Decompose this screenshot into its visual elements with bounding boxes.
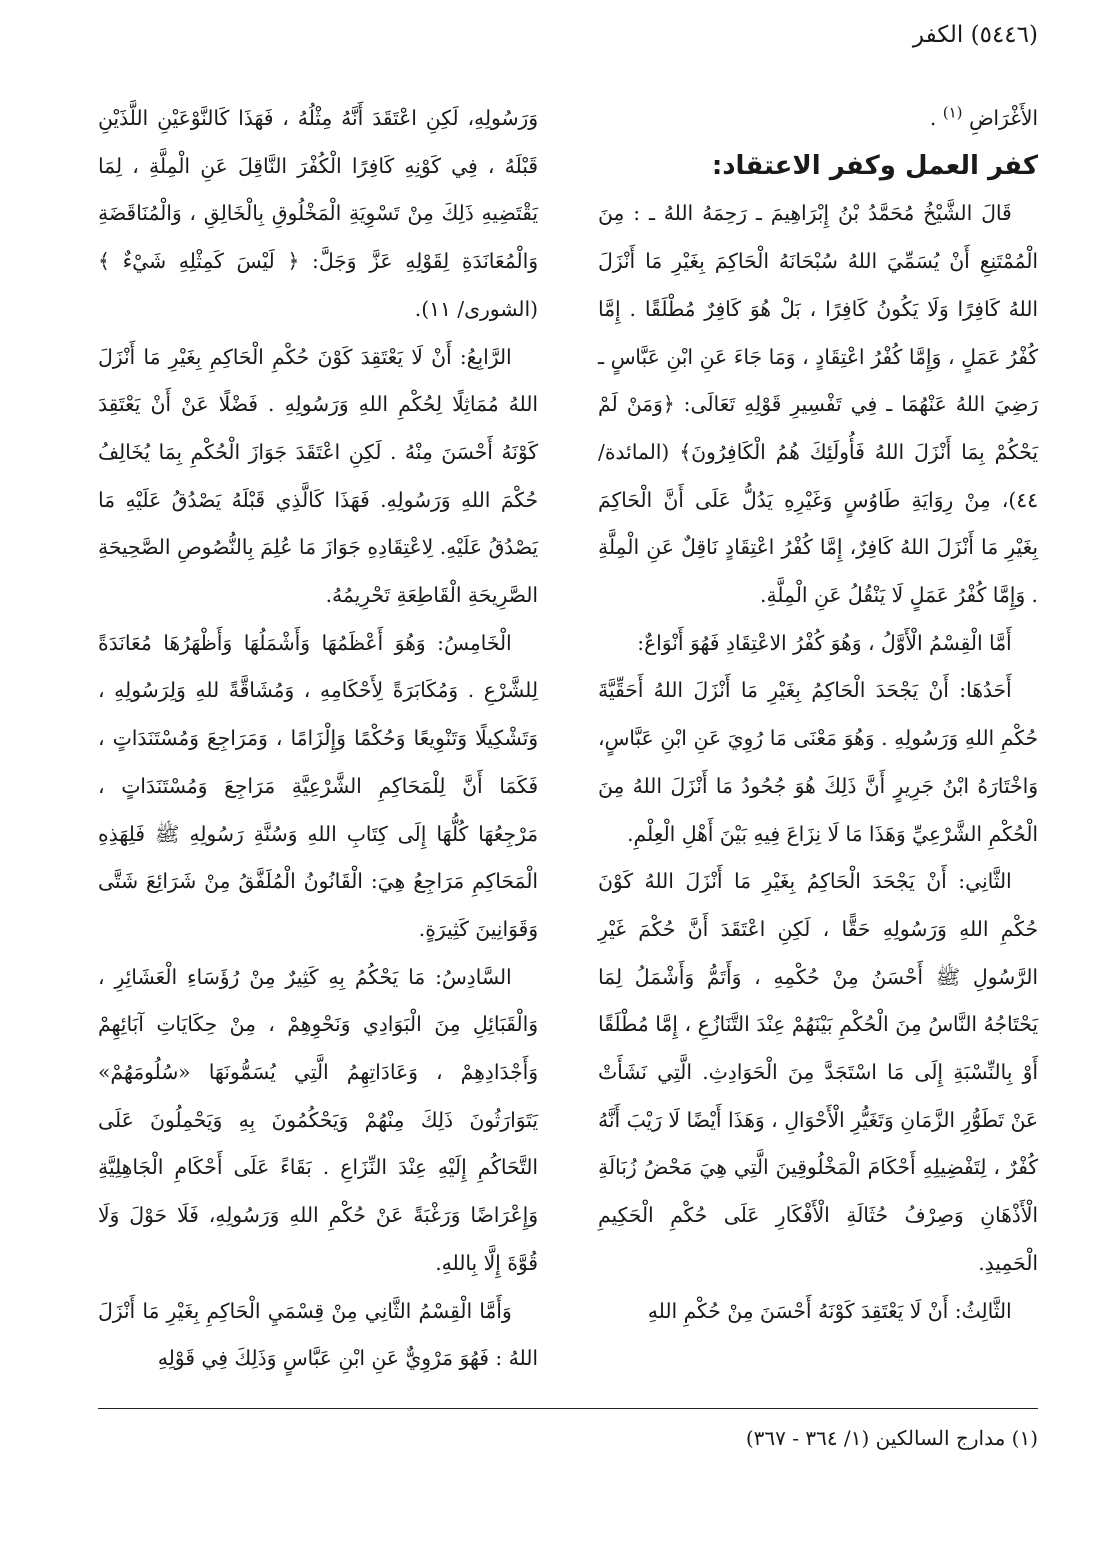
running-head: (٥٤٤٦) الكفر bbox=[912, 22, 1038, 48]
carry-over-text: الأَغْرَاضِ bbox=[968, 106, 1038, 130]
paragraph: الْخَامِسُ: وَهُوَ أَعْظَمُهَا وَأَشْمَلُهَا وَأَظْهَرُهَا مُعَانَدَةً لِلشَّرْعِ . وَمُكَابَرَةً لِأَحْكَامِهِ ، وَمُشَاقَّةً للهِ وَلِرَسُولِهِ ، وَتَشْكِيلًا وَتَنْوِيعًا وَحُكْمًا وَإِلْزَامًا ، وَمَرَاجِعَ وَمُسْتَنَدَاتٍ ، فَكَمَا أَنَّ لِلْمَحَاكِمِ الشَّرْعِيَّةِ مَرَاجِعَ وَمُسْتَنَدَاتٍ ، مَرْجِعُهَا كُلُّهَا إِلَى كِتَابِ اللهِ وَسُنَّةِ رَسُولِهِ ﷺ فَلِهَذِهِ الْمَحَاكِمِ مَرَاجِعُ هِيَ: الْقَانُونُ الْمُلَفَّقُ مِنْ شَرَائِعَ شَتَّى وَقَوَانِينَ كَثِيرَةٍ. bbox=[98, 630, 538, 941]
paragraph: السَّادِسُ: مَا يَحْكُمُ بِهِ كَثِيرٌ مِنْ رُؤَسَاءِ الْعَشَائِرِ ، وَالْقَبَائِلِ مِنَ الْبَوَادِي وَنَحْوِهِمْ ، مِنْ حِكَايَاتِ آبَائِهِمْ وَأَجْدَادِهِمْ ، وَعَادَاتِهِمُ الَّتِي يُسَمُّونَهَا «سُلُومَهُمْ» يَتَوَارَثُونَ ذَلِكَ مِنْهُمْ وَيَحْكُمُونَ بِهِ وَيَحْمِلُونَ عَلَى التَّحَاكُمِ إِلَيْهِ عِنْدَ النِّزَاعِ . بَقَاءً عَلَى أَحْكَامِ الْجَاهِلِيَّةِ وَإِعْرَاضًا وَرَغْبَةً عَنْ حُكْمِ اللهِ وَرَسُولِهِ، فَلَا حَوْلَ وَلَا قُوَّةَ إِلَّا بِاللهِ. bbox=[98, 964, 538, 1275]
section-heading: كفر العمل وكفر الاعتقاد: bbox=[711, 150, 1038, 181]
right-column bbox=[598, 95, 1038, 1335]
footnote-divider bbox=[98, 1408, 1038, 1409]
footnote-reference: (١) bbox=[942, 103, 963, 122]
paragraph: وَأَمَّا الْقِسْمُ الثَّانِي مِنْ قِسْمَيِ الْحَاكِمِ بِغَيْرِ مَا أَنْزَلَ اللهُ : فَهُوَ مَرْوِيٌّ عَنِ ابْنِ عَبَّاسٍ وَذَلِكَ فِي قَوْلِهِ bbox=[98, 1298, 538, 1371]
paragraph: الرَّابِعُ: أَنْ لَا يَعْتَقِدَ كَوْنَ حُكْمِ الْحَاكِمِ بِغَيْرِ مَا أَنْزَلَ اللهُ مُمَاثِلًا لِحُكْمِ اللهِ وَرَسُولِهِ . فَضْلًا عَنْ أَنْ يَعْتَقِدَ كَوْنَهُ أَحْسَنَ مِنْهُ . لَكِنِ اعْتَقَدَ جَوَازَ الْحُكْمِ بِمَا يُخَالِفُ حُكْمَ اللهِ وَرَسُولِهِ. فَهَذَا كَالَّذِي قَبْلَهُ يَصْدُقُ عَلَيْهِ مَا يَصْدُقُ عَلَيْهِ. لِاعْتِقَادِهِ جَوَازَ مَا عُلِمَ بِالنُّصُوصِ الصَّحِيحَةِ الصَّرِيحَةِ الْقَاطِعَةِ تَحْرِيمُهُ. bbox=[98, 344, 538, 608]
paragraph: الثَّانِي: أَنْ يَجْحَدَ الْحَاكِمُ بِغَيْرِ مَا أَنْزَلَ اللهُ كَوْنَ حُكْمِ اللهِ وَرَسُولِهِ حَقًّا ، لَكِنِ اعْتَقَدَ أَنَّ حُكْمَ غَيْرِ الرَّسُولِ ﷺ أَحْسَنُ مِنْ حُكْمِهِ ، وَأَتَمُّ وَأَشْمَلُ لِمَا يَحْتَاجُهُ النَّاسُ مِنَ الْحُكْمِ بَيْنَهُمْ عِنْدَ التَّنَازُعِ ، إِمَّا مُطْلَقًا أَوْ بِالنِّسْبَةِ إِلَى مَا اسْتَجَدَّ مِنَ الْحَوَادِثِ. الَّتِي نَشَأَتْ عَنْ تَطَوُّرِ الزَّمَانِ وَتَغَيُّرِ الْأَحْوَالِ ، وَهَذَا أَيْضًا لَا رَيْبَ أَنَّهُ كُفْرٌ ، لِتَفْضِيلِهِ أَحْكَامَ الْمَخْلُوقِينَ الَّتِي هِيَ مَحْضُ زُبَالَةِ الْأَذْهَانِ وَصِرْفُ حُثَالَةِ الْأَفْكَارِ عَلَى حُكْمِ الْحَكِيمِ الْحَمِيدِ. bbox=[598, 869, 1038, 1275]
paragraph: قَالَ الشَّيْخُ مُحَمَّدُ بْنُ إِبْرَاهِيمَ ـ رَحِمَهُ اللهُ ـ : مِنَ الْمُمْتَنِعِ أَنْ يُسَمِّيَ اللهُ سُبْحَانَهُ الْحَاكِمَ بِغَيْرِ مَا أَنْزَلَ اللهُ كَافِرًا وَلَا يَكُونُ كَافِرًا ، بَلْ هُوَ كَافِرٌ مُطْلَقًا . إِمَّا كُفْرُ عَمَلٍ ، وَإِمَّا كُفْرُ اعْتِقَادٍ ، وَمَا جَاءَ عَنِ ابْنِ عَبَّاسٍ ـ رَضِيَ اللهُ عَنْهُمَا ـ فِي تَفْسِيرِ قَوْلِهِ تَعَالَى: ﴿وَمَنْ لَمْ يَحْكُمْ بِمَا أَنْزَلَ اللهُ فَأُولَئِكَ هُمُ الْكَافِرُونَ﴾ (المائدة/ ٤٤)، مِنْ رِوَايَةِ طَاوُسٍ وَغَيْرِهِ يَدُلُّ عَلَى أَنَّ الْحَاكِمَ بِغَيْرِ مَا أَنْزَلَ اللهُ كَافِرٌ، إِمَّا كُفْرُ اعْتِقَادٍ نَاقِلٌ عَنِ الْمِلَّةِ . وَإِمَّا كُفْرُ عَمَلٍ لَا يَنْقُلُ عَنِ الْمِلَّةِ. bbox=[598, 201, 1038, 608]
paragraph: وَرَسُولِهِ، لَكِنِ اعْتَقَدَ أَنَّهُ مِثْلُهُ ، فَهَذَا كَالنَّوْعَيْنِ اللَّذَيْنِ قَبْلَهُ ، فِي كَوْنِهِ كَافِرًا الْكُفْرَ النَّاقِلَ عَنِ الْمِلَّةِ ، لِمَا يَقْتَضِيهِ ذَلِكَ مِنْ تَسْوِيَةِ الْمَخْلُوقِ بِالْخَالِقِ ، وَالْمُنَاقَضَةِ وَالْمُعَانَدَةِ لِقَوْلِهِ عَزَّ وَجَلَّ: ﴿ لَيْسَ كَمِثْلِهِ شَيْءٌ ﴾(الشورى/ ١١). bbox=[98, 106, 538, 321]
left-column bbox=[98, 95, 538, 1383]
carry-over-line: الأَغْرَاضِ $^{(١)}$ . bbox=[929, 103, 1038, 130]
paragraph: الثَّالِثُ: أَنْ لَا يَعْتَقِدَ كَوْنَهُ أَحْسَنَ مِنْ حُكْمِ اللهِ bbox=[647, 1298, 1012, 1323]
paragraph: أَمَّا الْقِسْمُ الْأَوَّلُ ، وَهُوَ كُفْرُ الاعْتِقَادِ فَهُوَ أَنْوَاعٌ: bbox=[637, 630, 1012, 655]
paragraph: أَحَدُهَا: أَنْ يَجْحَدَ الْحَاكِمُ بِغَيْرِ مَا أَنْزَلَ اللهُ أَحَقِّيَّةَ حُكْمِ اللهِ وَرَسُولِهِ . وَهُوَ مَعْنَى مَا رُوِيَ عَنِ ابْنِ عَبَّاسٍ، وَاخْتَارَهُ ابْنُ جَرِيرٍ أَنَّ ذَلِكَ هُوَ جُحُودُ مَا أَنْزَلَ اللهُ مِنَ الْحُكْمِ الشَّرْعِيِّ وَهَذَا مَا لَا نِزَاعَ فِيهِ بَيْنَ أَهْلِ الْعِلْمِ. bbox=[598, 678, 1038, 846]
footnote: (١) مدارج السالكين (١/ ٣٦٤ - ٣٦٧) bbox=[745, 1426, 1038, 1450]
